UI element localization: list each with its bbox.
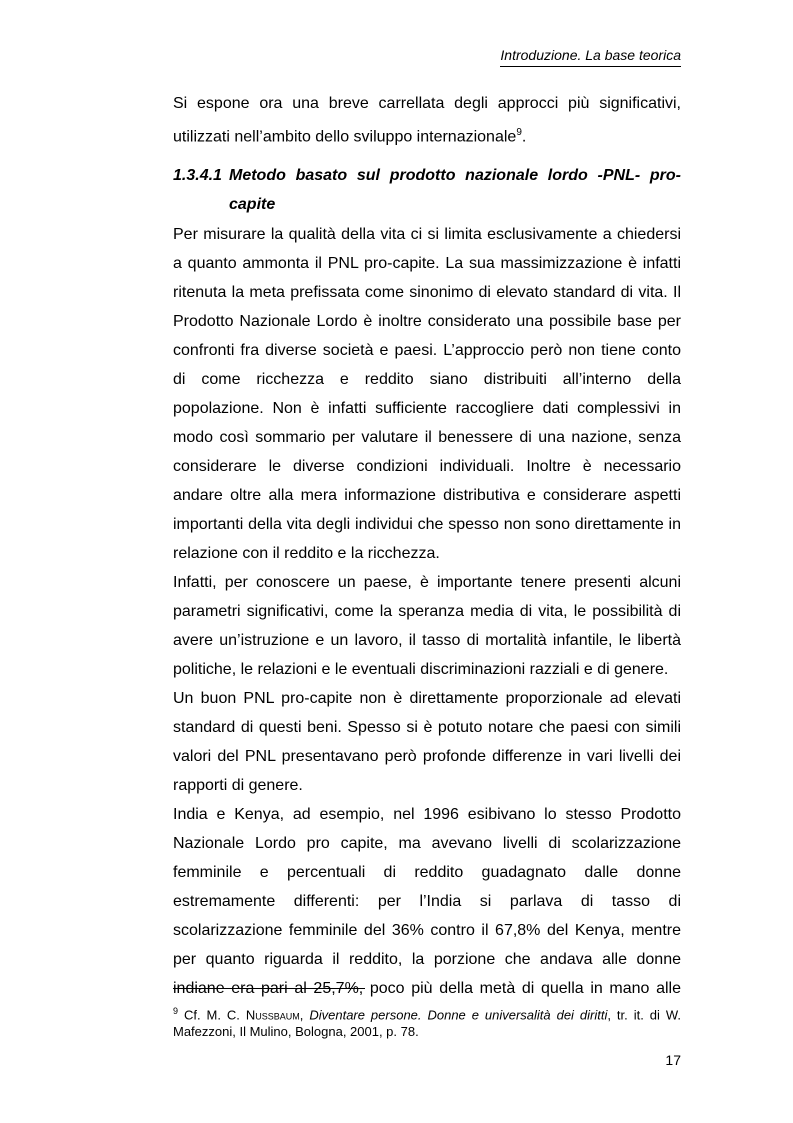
- main-text: [173, 220, 681, 1003]
- footnote-reference: 9: [516, 127, 522, 138]
- intro-line-2: [173, 118, 681, 151]
- text-line: femminile e percentuali di reddito guadagnato dalle donne: [173, 864, 681, 881]
- text-line: Prodotto Nazionale Lordo è inoltre considerato una possibile base per: [173, 313, 681, 330]
- text-line: popolazione. Non è infatti sufficiente raccogliere dati complessivi in: [173, 400, 681, 417]
- footnote-author: Nussbaum: [245, 1007, 300, 1023]
- intro-end-punct: .: [521, 128, 527, 146]
- text-line: modo così sommario per valutare il benessere di una nazione, senza: [173, 429, 681, 446]
- footnote: [173, 1003, 681, 1040]
- text-line: Nazionale Lordo pro capite, ma avevano livelli di scolarizzazione: [173, 835, 681, 852]
- intro-paragraph: [173, 89, 681, 151]
- text-line: rapporti di genere.: [173, 777, 303, 794]
- text-line: andare oltre alla mera informazione distributiva e considerare aspetti: [173, 487, 681, 504]
- text-line: Un buon PNL pro-capite non è direttamente proporzionale ad elevati: [173, 690, 681, 707]
- footnote-divider: [173, 988, 365, 989]
- text-line: standard di questi beni. Spesso si è potuto notare che paesi con simili: [173, 719, 681, 736]
- text-line: India e Kenya, ad esempio, nel 1996 esibivano lo stesso Prodotto: [173, 806, 681, 823]
- text-line: politiche, le relazioni e le eventuali discriminazioni razziali e di genere.: [173, 661, 669, 678]
- section-title-line-2: capite: [229, 196, 276, 213]
- intro-line-2-text: utilizzati nell’ambito dello sviluppo internazionale: [173, 128, 517, 146]
- section-number: 1.3.4.1: [173, 167, 222, 184]
- text-line: valori del PNL presentavano però profonde differenze in vari livelli dei: [173, 748, 681, 765]
- text-line: Infatti, per conoscere un paese, è importante tenere presenti alcuni: [173, 574, 681, 591]
- text-line: per quanto riguarda il reddito, la porzione che andava alle donne: [173, 951, 681, 968]
- footnote-line-1: [173, 1003, 681, 1023]
- running-header: Introduzione. La base teorica: [500, 46, 681, 67]
- text-line: di come ricchezza e reddito siano distribuiti all’interno della: [173, 371, 681, 388]
- footnote-title: Diventare persone. Donne e universalità dei diritti: [309, 1007, 608, 1023]
- text-line: scolarizzazione femminile del 36% contro il 67,8% del Kenya, mentre: [173, 922, 681, 939]
- footnote-prefix: Cf. M. C.: [183, 1007, 246, 1023]
- section-title-line-1: Metodo basato sul prodotto nazionale lordo -PNL- pro-: [229, 167, 681, 184]
- footnote-separator: ,: [299, 1007, 310, 1023]
- text-line: estremamente differenti: per l’India si parlava di tasso di: [173, 893, 681, 910]
- text-line: ritenuta la meta prefissata come sinonimo di elevato standard di vita. Il: [173, 284, 681, 301]
- footnote-line-2: Mafezzoni, Il Mulino, Bologna, 2001, p. 78.: [173, 1024, 419, 1040]
- text-line: parametri significativi, come la speranza media di vita, le possibilità di: [173, 603, 681, 620]
- text-line: considerare le diverse condizioni individuali. Inoltre è necessario: [173, 458, 681, 475]
- intro-line-1: Si espone ora una breve carrellata degli approcci più significativi,: [173, 95, 681, 112]
- text-line: a quanto ammonta il PNL pro-capite. La sua massimizzazione è infatti: [173, 255, 681, 272]
- text-line: indiane era pari al 25,7%, poco più della metà di quella in mano alle: [173, 980, 681, 997]
- text-line: avere un’istruzione e un lavoro, il tasso di mortalità infantile, le libertà: [173, 632, 681, 649]
- footnote-rest: , tr. it. di W.: [607, 1007, 681, 1023]
- section-heading-line-1: [173, 161, 681, 190]
- text-line: Per misurare la qualità della vita ci si limita esclusivamente a chiedersi: [173, 226, 681, 243]
- page-number: 17: [665, 1052, 681, 1068]
- text-line: confronti fra diverse società e paesi. L’approccio però non tiene conto: [173, 342, 681, 359]
- footnote-marker: 9: [173, 1006, 179, 1016]
- text-line: importanti della vita degli individui che spesso non sono direttamente in: [173, 516, 681, 533]
- section-heading: [173, 161, 681, 219]
- text-line: relazione con il reddito e la ricchezza.: [173, 545, 440, 562]
